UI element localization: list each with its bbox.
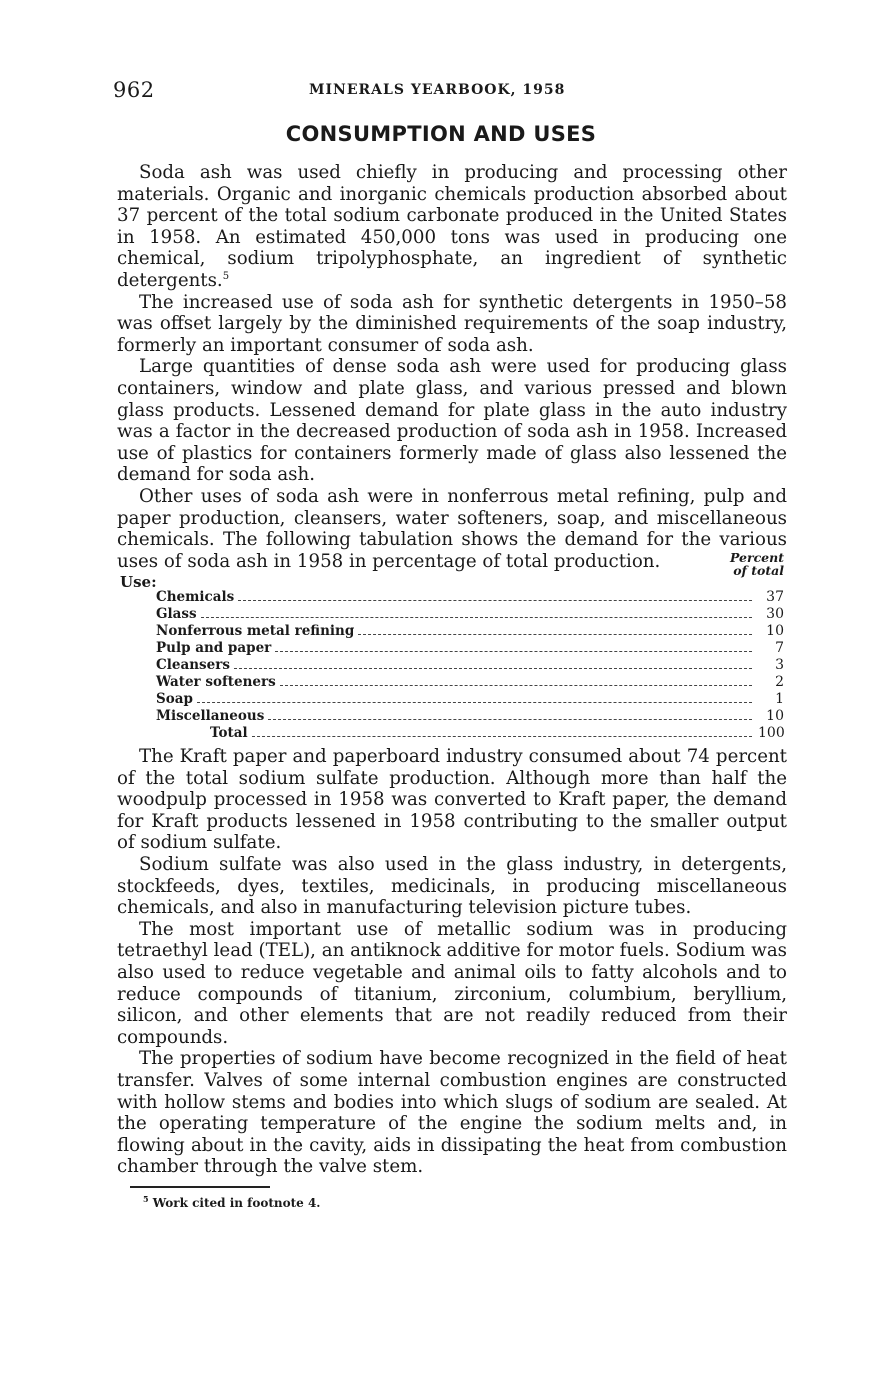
row-label: Cleansers — [156, 657, 230, 673]
dot-leader — [280, 685, 752, 686]
paragraph: Other uses of soda ash were in nonferrous metal refining, pulp and paper production, cleansers, water softeners, soap, and miscellaneous chemicals. The following tabulation shows the demand for the various uses of soda ash in 1958 in percentage of total production. — [117, 485, 787, 572]
table-row — [118, 657, 784, 674]
row-label: Chemicals — [156, 589, 235, 605]
row-label: Miscellaneous — [156, 708, 265, 724]
paragraph: The most important use of metallic sodium was in producing tetraethyl lead (TEL), an antiknock additive for motor fuels. Sodium was also used to reduce vegetable and animal oils to fatty alcohols and to reduce compounds of titanium, zirconium, columbium, beryllium, silicon, and other elements that are not readily reduced from their compounds. — [117, 918, 787, 1048]
dot-leader — [275, 651, 752, 652]
footnote-text: Work cited in footnote 4. — [152, 1196, 321, 1210]
row-value: 7 — [775, 640, 784, 656]
row-label: Glass — [156, 606, 197, 622]
column-header — [730, 551, 784, 577]
body-text-after-table — [117, 746, 787, 1178]
footnote-marker: 5 — [143, 1194, 149, 1204]
dot-leader — [238, 600, 752, 601]
table-row — [118, 674, 784, 691]
paragraph: Large quantities of dense soda ash were used for producing glass containers, window and plate glass, and various pressed and blown glass products. Lessened demand for plate glass in the auto industry was a factor in the decreased production of soda ash in 1958. Increased use of plastics for containers formerly made of glass also lessened the demand for soda ash. — [117, 356, 787, 486]
row-value: 1 — [775, 691, 784, 707]
dot-leader — [234, 668, 752, 669]
row-value: 10 — [766, 623, 784, 639]
section-title: CONSUMPTION AND USES — [285, 122, 597, 146]
paragraph: The increased use of soda ash for synthetic detergents in 1950–58 was offset largely by the diminished requirements of the soap industry, formerly an important consumer of soda ash. — [117, 291, 787, 356]
body-text-before-table — [117, 162, 787, 572]
table-rows — [118, 589, 784, 742]
paragraph: The Kraft paper and paperboard industry consumed about 74 percent of the total sodium sulfate production. Although more than half the woodpulp processed in 1958 was converted to Kraft paper, the demand for Kraft products lessened in 1958 contributing to the smaller output of sodium sulfate. — [117, 746, 787, 854]
row-label: Soap — [156, 691, 193, 707]
total-label: Total — [210, 725, 248, 741]
table-row — [118, 708, 784, 725]
dot-leader — [252, 736, 752, 737]
page-number: 962 — [113, 78, 155, 102]
row-group-label: Use: — [120, 573, 157, 591]
table-row — [118, 606, 784, 623]
page-header — [113, 78, 753, 102]
row-value: 2 — [775, 674, 784, 690]
paragraph: The properties of sodium have become recognized in the field of heat transfer. Valves of some internal combustion engines are constructed with hollow stems and bodies into which slugs of sodium are sealed. At the operating temperature of the engine the sodium melts and, in flowing about in the cavity, aids in dissipating the heat from combustion chamber through the valve stem. — [117, 1048, 787, 1178]
footnote-reference: 5 — [222, 270, 230, 282]
soda-ash-uses-table — [118, 551, 784, 741]
dot-leader — [268, 719, 752, 720]
row-value: 3 — [775, 657, 784, 673]
table-total-row — [118, 725, 784, 742]
row-value: 10 — [766, 708, 784, 724]
row-label: Pulp and paper — [156, 640, 272, 656]
row-value: 37 — [766, 589, 784, 605]
dot-leader — [358, 634, 752, 635]
table-row — [118, 623, 784, 640]
running-title: MINERALS YEARBOOK, 1958 — [309, 82, 566, 98]
dot-leader — [197, 702, 752, 703]
column-header-line: Percent — [729, 550, 784, 565]
row-value: 30 — [766, 606, 784, 622]
table-row — [118, 691, 784, 708]
table-row — [118, 640, 784, 657]
table-row — [118, 589, 784, 606]
dot-leader — [201, 617, 752, 618]
row-label: Nonferrous metal refining — [156, 623, 355, 639]
row-label: Water softeners — [156, 674, 276, 690]
footnote — [143, 1194, 320, 1210]
total-value: 100 — [758, 725, 785, 741]
paragraph: Sodium sulfate was also used in the glass industry, in detergents, stockfeeds, dyes, textiles, medicinals, in producing miscellaneous chemicals, and also in manufacturing television picture tubes. — [117, 853, 787, 919]
column-header-line: of total — [733, 563, 784, 578]
footnote-divider — [130, 1186, 270, 1188]
paragraph: Soda ash was used chiefly in producing and processing other materials. Organic and inorganic chemicals production absorbed about 37 percent of the total sodium carbonate produced in the United States in 1958. An estimated 450,000 tons was used in producing one chemical, sodium tripolyphosphate, an ingredient of synthetic detergents.$^5$ — [117, 162, 787, 291]
